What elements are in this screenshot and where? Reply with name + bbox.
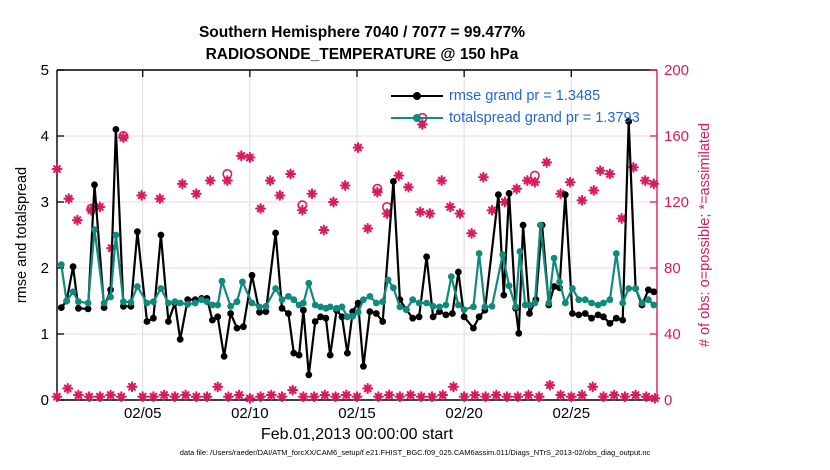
totalspread-point-marker	[600, 300, 607, 307]
assimilated-star-marker	[353, 392, 362, 401]
totalspread-point-marker	[403, 306, 410, 313]
totalspread-point-marker	[184, 301, 191, 308]
x-tick-label: 02/05	[123, 405, 162, 422]
assimilated-star-marker	[492, 391, 501, 400]
totalspread-point-marker	[127, 299, 134, 306]
totalspread-point-marker	[107, 294, 114, 301]
rmse-point-marker	[58, 304, 65, 311]
rmse-point-marker	[234, 325, 241, 332]
assimilated-star-marker	[631, 391, 640, 400]
totalspread-point-marker	[85, 300, 92, 307]
assimilated-star-marker	[406, 391, 415, 400]
rmse-point-marker	[75, 305, 82, 312]
right-y-tick-label: 120	[664, 194, 690, 211]
rmse-point-marker	[443, 312, 450, 319]
assimilated-star-marker	[319, 226, 328, 235]
rmse-marker-swatch	[413, 92, 421, 100]
totalspread-point-marker	[113, 232, 120, 239]
totalspread-point-marker	[192, 300, 199, 307]
totalspread-point-marker	[214, 302, 221, 309]
rmse-point-marker	[158, 232, 165, 239]
rmse-point-marker	[613, 315, 620, 322]
totalspread-point-marker	[70, 288, 77, 295]
assimilated-star-marker	[128, 382, 137, 391]
assimilated-star-marker	[178, 179, 187, 188]
assimilated-star-marker	[256, 392, 265, 401]
rmse-point-marker	[312, 318, 319, 325]
rmse-series	[58, 118, 657, 378]
assimilated-star-marker	[363, 384, 372, 393]
totalspread-marker-swatch	[413, 114, 421, 122]
totalspread-point-marker	[339, 304, 346, 311]
right-y-tick-label: 0	[664, 392, 673, 409]
assimilated-star-marker	[460, 392, 469, 401]
left-y-tick-label: 5	[40, 62, 49, 79]
assimilated-star-marker	[53, 392, 62, 401]
rmse-point-marker	[619, 317, 626, 324]
rmse-point-marker	[85, 306, 92, 313]
rmse-point-marker	[373, 310, 380, 317]
assimilated-star-marker	[524, 391, 533, 400]
rmse-point-marker	[300, 307, 307, 314]
totalspread-point-marker	[499, 251, 506, 258]
totalspread-point-marker	[120, 298, 127, 305]
x-tick-label: 02/25	[552, 405, 591, 422]
totalspread-point-marker	[430, 303, 437, 310]
assimilated-star-marker	[329, 198, 338, 207]
assimilated-star-marker	[535, 392, 544, 401]
assimilated-star-marker	[117, 392, 126, 401]
assimilated-star-marker	[64, 194, 73, 203]
rmse-point-marker	[227, 310, 234, 317]
rmse-point-marker	[144, 318, 151, 325]
left-y-axis-label: rmse and totalspread	[14, 166, 30, 304]
rmse-point-marker	[600, 313, 607, 320]
assimilated-star-marker	[596, 166, 605, 175]
assimilated-star-marker	[213, 382, 222, 391]
rmse-point-marker	[607, 320, 614, 327]
assimilated-star-marker	[404, 183, 413, 192]
totalspread-point-marker	[455, 302, 462, 309]
totalspread-point-marker	[650, 302, 657, 309]
rmse-point-marker	[360, 363, 367, 370]
assimilated-star-marker	[470, 391, 479, 400]
totalspread-point-marker	[360, 296, 367, 303]
rmse-point-marker	[272, 230, 279, 237]
legend-label-totalspread: totalspread grand pr = 1.3793	[449, 110, 640, 126]
rmse-point-marker	[214, 313, 221, 320]
assimilated-star-marker	[245, 394, 254, 403]
totalspread-point-marker	[227, 303, 234, 310]
totalspread-point-marker	[279, 296, 286, 303]
rmse-point-marker	[134, 228, 141, 235]
rmse-point-marker	[430, 313, 437, 320]
assimilated-star-marker	[278, 392, 287, 401]
assimilated-star-marker	[503, 392, 512, 401]
assimilated-star-marker	[331, 392, 340, 401]
rmse-point-marker	[575, 312, 582, 319]
rmse-point-marker	[379, 318, 386, 325]
totalspread-line-swatch	[391, 117, 443, 119]
assimilated-star-marker	[599, 392, 608, 401]
assimilated-star-marker	[256, 204, 265, 213]
assimilated-star-marker	[235, 391, 244, 400]
totalspread-point-marker	[625, 285, 632, 292]
rmse-line	[61, 122, 654, 375]
assimilated-star-marker	[137, 191, 146, 200]
right-y-tick-label: 160	[664, 128, 690, 145]
assimilated-star-marker	[373, 188, 382, 197]
totalspread-point-marker	[373, 300, 380, 307]
assimilated-star-marker	[588, 382, 597, 391]
assimilated-star-marker	[512, 184, 521, 193]
assimilated-star-marker	[192, 392, 201, 401]
assimilated-star-marker	[649, 179, 658, 188]
assimilated-star-marker	[446, 203, 455, 212]
assimilated-star-marker	[119, 133, 128, 142]
assimilated-star-marker	[288, 386, 297, 395]
totalspread-point-marker	[385, 277, 392, 284]
rmse-point-marker	[515, 330, 522, 337]
assimilated-star-marker	[181, 391, 190, 400]
assimilated-star-marker	[481, 392, 490, 401]
totalspread-point-marker	[436, 304, 443, 311]
assimilated-star-marker	[395, 392, 404, 401]
rmse-point-marker	[285, 310, 292, 317]
assimilated-star-marker	[437, 176, 446, 185]
totalspread-point-marker	[476, 250, 483, 257]
totalspread-point-marker	[101, 300, 108, 307]
assimilated-star-marker	[556, 391, 565, 400]
totalspread-point-marker	[249, 300, 256, 307]
assimilated-star-marker	[286, 170, 295, 179]
assimilated-star-marker	[298, 206, 307, 215]
totalspread-point-marker	[63, 298, 70, 305]
assimilated-star-marker	[53, 165, 62, 174]
assimilated-star-marker	[155, 194, 164, 203]
plot-title-line2: RADIOSONDE_TEMPERATURE @ 150 hPa	[205, 46, 519, 63]
assimilated-star-marker	[374, 392, 383, 401]
rmse-point-marker	[506, 190, 513, 197]
assimilated-star-marker	[479, 173, 488, 182]
plot-title-line1: Southern Hemisphere 7040 / 7077 = 99.477%	[198, 24, 526, 41]
rmse-point-marker	[495, 191, 502, 198]
assimilated-star-marker	[610, 391, 619, 400]
assimilated-star-marker	[513, 392, 522, 401]
rmse-point-marker	[177, 336, 184, 343]
assimilated-star-marker	[223, 176, 232, 185]
assimilated-star-marker	[245, 153, 254, 162]
rmse-point-marker	[323, 315, 330, 322]
assimilated-star-marker	[566, 178, 575, 187]
totalspread-point-marker	[613, 250, 620, 257]
totalspread-point-marker	[219, 278, 226, 285]
x-tick-label: 02/10	[231, 405, 269, 422]
rmse-point-marker	[150, 315, 157, 322]
right-y-tick-label: 80	[664, 260, 681, 277]
totalspread-point-marker	[327, 304, 334, 311]
right-y-tick-label: 40	[664, 326, 681, 343]
totalspread-point-marker	[556, 279, 563, 286]
totalspread-point-marker	[91, 226, 98, 233]
rmse-point-marker	[526, 310, 533, 317]
rmse-point-marker	[165, 318, 172, 325]
totalspread-point-marker	[409, 296, 416, 303]
assimilated-star-marker	[605, 170, 614, 179]
assimilated-star-marker	[170, 392, 179, 401]
assimilated-star-marker	[417, 392, 426, 401]
left-y-tick-label: 0	[40, 392, 49, 409]
rmse-point-marker	[416, 313, 423, 320]
totalspread-point-marker	[290, 296, 297, 303]
totalspread-point-marker	[300, 300, 307, 307]
totalspread-point-marker	[551, 255, 558, 262]
rmse-line-swatch	[391, 95, 443, 97]
assimilated-star-marker	[385, 391, 394, 400]
totalspread-point-marker	[575, 296, 582, 303]
assimilated-star-marker	[449, 382, 458, 391]
rmse-point-marker	[470, 325, 477, 332]
totalspread-point-marker	[423, 300, 430, 307]
totalspread-point-marker	[263, 303, 270, 310]
assimilated-star-marker	[416, 208, 425, 217]
rmse-point-marker	[588, 315, 595, 322]
totalspread-point-marker	[632, 285, 639, 292]
assimilated-star-marker	[266, 176, 275, 185]
rmse-point-marker	[569, 310, 576, 317]
rmse-point-marker	[367, 308, 374, 315]
totalspread-point-marker	[506, 282, 513, 289]
rmse-point-marker	[562, 191, 569, 198]
totalspread-point-marker	[349, 313, 356, 320]
assimilated-star-marker	[160, 391, 169, 400]
totalspread-point-marker	[256, 304, 263, 311]
assimilated-star-marker	[95, 392, 104, 401]
totalspread-point-marker	[645, 296, 652, 303]
totalspread-point-marker	[448, 273, 455, 280]
rmse-point-marker	[455, 269, 462, 276]
assimilated-star-marker	[578, 391, 587, 400]
assimilated-star-marker	[642, 392, 651, 401]
assimilated-star-marker	[589, 186, 598, 195]
assimilated-star-marker	[299, 392, 308, 401]
assimilated-star-marker	[455, 209, 464, 218]
totalspread-point-marker	[177, 300, 184, 307]
x-axis-label: Feb.01,2013 00:00:00 start	[260, 426, 454, 443]
totalspread-point-marker	[158, 285, 165, 292]
assimilated-star-marker	[425, 209, 434, 218]
totalspread-point-marker	[305, 280, 312, 287]
totalspread-point-marker	[397, 304, 404, 311]
assimilated-star-marker	[224, 392, 233, 401]
totalspread-point-marker	[562, 300, 569, 307]
assimilated-star-marker	[545, 381, 554, 390]
totalspread-point-marker	[379, 298, 386, 305]
totalspread-point-marker	[512, 304, 519, 311]
assimilated-star-marker	[394, 171, 403, 180]
assimilated-star-marker	[530, 178, 539, 187]
rmse-point-marker	[305, 372, 312, 379]
rmse-point-marker	[449, 310, 456, 317]
assimilated-star-marker	[203, 392, 212, 401]
totalspread-point-marker	[58, 261, 65, 268]
totalspread-point-marker	[134, 283, 141, 290]
assimilated-star-marker	[641, 176, 650, 185]
legend-row-totalspread	[391, 107, 640, 129]
totalspread-point-marker	[607, 296, 614, 303]
totalspread-point-marker	[582, 296, 589, 303]
assimilated-star-marker	[342, 391, 351, 400]
assimilated-star-marker	[578, 196, 587, 205]
assimilated-star-marker	[341, 181, 350, 190]
totalspread-point-marker	[272, 285, 279, 292]
totalspread-point-marker	[75, 298, 82, 305]
right-y-axis-label: # of obs: o=possible; *=assimilated	[697, 122, 713, 348]
assimilated-star-marker	[354, 143, 363, 152]
assimilated-star-marker	[467, 229, 476, 238]
totalspread-point-marker	[144, 300, 151, 307]
legend-label-rmse: rmse grand pr = 1.3485	[449, 88, 601, 104]
rmse-point-marker	[582, 310, 589, 317]
assimilated-star-marker	[206, 176, 215, 185]
totalspread-point-marker	[470, 304, 477, 311]
totalspread-point-marker	[517, 248, 524, 255]
rmse-point-marker	[296, 352, 303, 359]
assimilated-star-marker	[650, 394, 659, 403]
rmse-point-marker	[279, 305, 286, 312]
totalspread-point-marker	[367, 293, 374, 300]
totalspread-point-marker	[443, 302, 450, 309]
rmse-point-marker	[91, 181, 98, 188]
assimilated-star-marker	[74, 391, 83, 400]
left-y-tick-label: 3	[40, 194, 49, 211]
legend	[391, 85, 640, 129]
totalspread-point-marker	[482, 304, 489, 311]
assimilated-star-marker	[488, 206, 497, 215]
rmse-point-marker	[500, 292, 507, 299]
left-y-tick-label: 1	[40, 326, 49, 343]
totalspread-point-marker	[639, 300, 646, 307]
assimilated-star-marker	[149, 392, 158, 401]
rmse-point-marker	[476, 313, 483, 320]
rmse-point-marker	[221, 353, 228, 360]
assimilated-star-marker	[363, 224, 372, 233]
totalspread-point-marker	[390, 284, 397, 291]
totalspread-point-marker	[532, 300, 539, 307]
assimilated-star-marker	[620, 392, 629, 401]
x-tick-label: 02/20	[445, 405, 483, 422]
totalspread-point-marker	[569, 285, 576, 292]
rmse-point-marker	[327, 352, 334, 359]
assimilated-star-marker	[106, 391, 115, 400]
rmse-point-marker	[113, 126, 120, 133]
rmse-point-marker	[409, 315, 416, 322]
assimilated-star-marker	[567, 392, 576, 401]
assimilated-star-marker	[542, 158, 551, 167]
assimilated-star-marker	[308, 189, 317, 198]
totalspread-point-marker	[416, 300, 423, 307]
totalspread-point-marker	[355, 309, 362, 316]
totalspread-point-marker	[619, 300, 626, 307]
totalspread-point-marker	[234, 298, 241, 305]
rmse-point-marker	[520, 222, 527, 229]
rmse-point-marker	[249, 272, 256, 279]
assimilated-star-marker	[320, 391, 329, 400]
left-y-tick-label: 2	[40, 260, 49, 277]
assimilated-star-marker	[267, 391, 276, 400]
totalspread-point-marker	[150, 298, 157, 305]
rmse-point-marker	[344, 350, 351, 357]
rmse-point-marker	[390, 178, 397, 185]
totalspread-point-marker	[489, 303, 496, 310]
rmse-point-marker	[461, 313, 468, 320]
data-file-caption: data file: /Users/raeder/DAI/ATM_forcXX/CAM6_setup/f.e21.FHIST_BGC.f09_025.CAM6assim.011/Diags_NTrS_2013-02/obs_diag_output.nc	[179, 448, 651, 457]
assimilated-star-marker	[138, 392, 147, 401]
assimilated-star-marker	[73, 216, 82, 225]
x-tick-label: 02/15	[338, 405, 376, 422]
assimilated-star-marker	[237, 151, 246, 160]
totalspread-point-marker	[545, 300, 552, 307]
assimilated-star-marker	[438, 391, 447, 400]
left-y-tick-label: 4	[40, 128, 49, 145]
rmse-point-marker	[240, 323, 247, 330]
rmse-point-marker	[70, 263, 77, 270]
assimilated-star-marker	[63, 384, 72, 393]
totalspread-point-marker	[165, 300, 172, 307]
rmse-point-marker	[650, 288, 657, 295]
assimilated-star-marker	[275, 191, 284, 200]
assimilated-star-marker	[85, 392, 94, 401]
right-y-tick-label: 200	[664, 62, 690, 79]
totalspread-point-marker	[239, 279, 246, 286]
totalspread-point-marker	[588, 300, 595, 307]
legend-row-rmse	[391, 85, 640, 107]
assimilated-star-marker	[310, 392, 319, 401]
assimilated-star-marker	[428, 392, 437, 401]
totalspread-point-marker	[537, 222, 544, 229]
totalspread-point-marker	[461, 306, 468, 313]
rmse-point-marker	[423, 253, 430, 260]
assimilated-star-marker	[192, 189, 201, 198]
